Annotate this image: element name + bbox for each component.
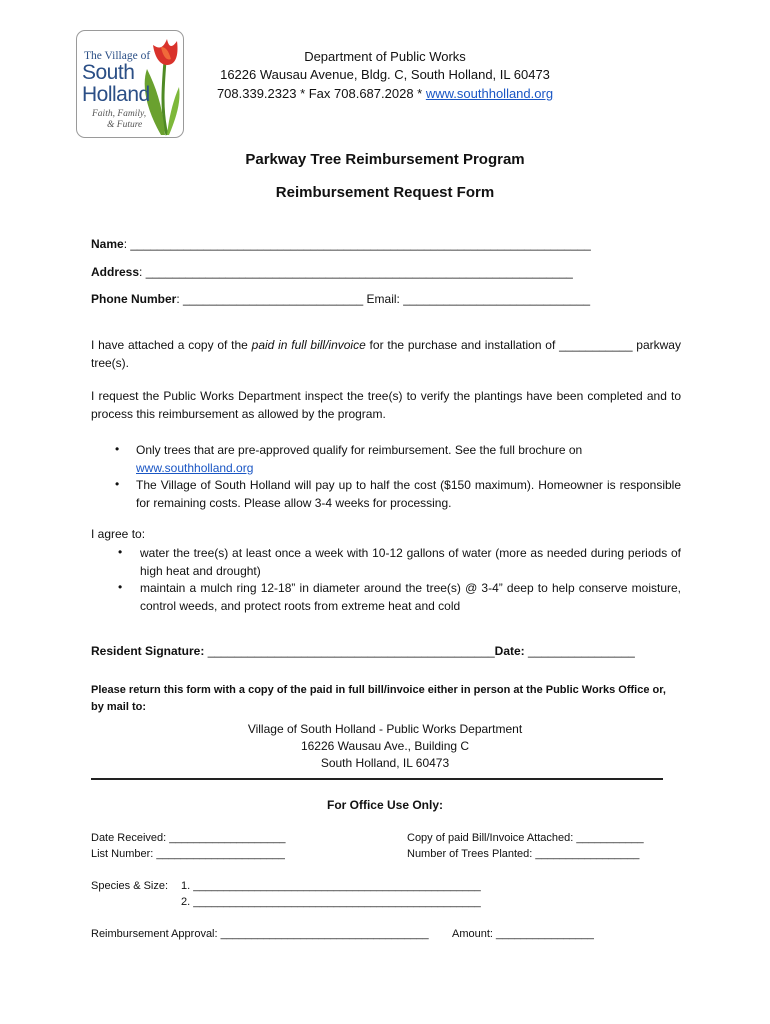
department-contact xyxy=(180,86,590,101)
species-size-label: Species & Size: xyxy=(91,880,169,892)
mailing-address-line-3: South Holland, IL 60473 xyxy=(320,756,450,770)
attachment-statement xyxy=(91,337,681,372)
mailing-address-line-2: 16226 Wausau Ave., Building C xyxy=(300,739,470,753)
section-divider xyxy=(91,778,663,780)
address-label: Address xyxy=(91,265,140,279)
agree-watering: water the tree(s) at least once a week with 10-12 gallons of water (more as needed during periods of high heat and drought) xyxy=(140,546,681,578)
name-label: Name xyxy=(91,237,124,251)
name-blank[interactable]: : _____________________________________________________________________ xyxy=(123,237,591,251)
phone-email-blank[interactable]: : ___________________________ Email: ____________________________ xyxy=(176,292,591,306)
website-link[interactable]: www.southholland.org xyxy=(425,86,554,101)
logo-tagline-1: Faith, Family, xyxy=(92,109,147,119)
trees-planted-field[interactable]: Number of Trees Planted: _________________ xyxy=(407,848,640,860)
logo-line-holland: Holland xyxy=(82,83,150,106)
date-blank[interactable]: ________________ xyxy=(524,644,635,658)
logo-line-south: South xyxy=(82,61,135,84)
bullet-preapproved xyxy=(136,442,681,477)
return-instructions: Please return this form with a copy of the paid in full bill/invoice either in person at the Public Works Office or, by mail to: xyxy=(91,684,666,713)
signature-field[interactable] xyxy=(91,644,635,658)
bullet-icon: • xyxy=(115,477,120,491)
agree-label: I agree to: xyxy=(91,527,146,541)
bullet-preapproved-text: Only trees that are pre-approved qualify for reimbursement. See the full brochure on xyxy=(136,443,583,457)
attachment-text-a: I have attached a copy of the xyxy=(91,338,252,352)
species-line-2[interactable]: 2. _______________________________________________ xyxy=(181,896,481,908)
bullet-icon: • xyxy=(115,442,120,456)
bullet-icon: • xyxy=(118,545,123,559)
office-use-heading: For Office Use Only: xyxy=(326,798,444,812)
species-line-1[interactable]: 1. _______________________________________________ xyxy=(181,880,481,892)
form-title: Reimbursement Request Form xyxy=(275,184,495,201)
date-received-field[interactable]: Date Received: ___________________ xyxy=(91,832,286,844)
inspection-request: I request the Public Works Department inspect the tree(s) to verify the plantings have been completed and to process this reimbursement as allowed by the program. xyxy=(91,389,681,421)
name-field[interactable] xyxy=(91,237,591,251)
phone-fax-text: 708.339.2323 * Fax 708.687.2028 * xyxy=(216,86,423,101)
address-blank[interactable]: : ________________________________________________________________ xyxy=(139,265,573,279)
village-logo xyxy=(76,30,184,138)
bullet-cost-share: The Village of South Holland will pay up to half the cost ($150 maximum). Homeowner is responsible for remaining costs. Please allow 3-4 weeks for processing. xyxy=(136,478,681,510)
date-label: Date: xyxy=(494,644,525,658)
department-address: 16226 Wausau Avenue, Bldg. C, South Holland, IL 60473 xyxy=(220,67,550,82)
program-title: Parkway Tree Reimbursement Program xyxy=(245,151,525,168)
logo-line-village: The Village of xyxy=(84,50,151,62)
list-number-field[interactable]: List Number: _____________________ xyxy=(91,848,285,860)
attachment-text-b: for the purchase and installation of ___________ parkway tree(s). xyxy=(91,338,681,370)
amount-field[interactable]: Amount: ________________ xyxy=(452,928,594,940)
department-name: Department of Public Works xyxy=(304,49,466,64)
mailing-address-line-1: Village of South Holland - Public Works Department xyxy=(247,722,523,736)
signature-blank[interactable]: ___________________________________________ xyxy=(204,644,495,658)
phone-email-field[interactable] xyxy=(91,292,590,306)
brochure-link[interactable]: www.southholland.org xyxy=(136,460,254,475)
attachment-text-emphasis: paid in full bill/invoice xyxy=(251,338,366,352)
signature-label: Resident Signature: xyxy=(91,644,205,658)
reimbursement-approval-field[interactable]: Reimbursement Approval: __________________________________ xyxy=(91,928,429,940)
address-field[interactable] xyxy=(91,265,573,279)
logo-tagline-2: & Future xyxy=(107,120,143,130)
copy-attached-field[interactable]: Copy of paid Bill/Invoice Attached: ___________ xyxy=(407,832,644,844)
bullet-icon: • xyxy=(118,580,123,594)
agree-mulch: maintain a mulch ring 12-18” in diameter around the tree(s) @ 3-4” deep to help conserve moisture, control weeds, and protect roots from extreme heat and cold xyxy=(140,581,681,613)
phone-label: Phone Number xyxy=(91,292,177,306)
